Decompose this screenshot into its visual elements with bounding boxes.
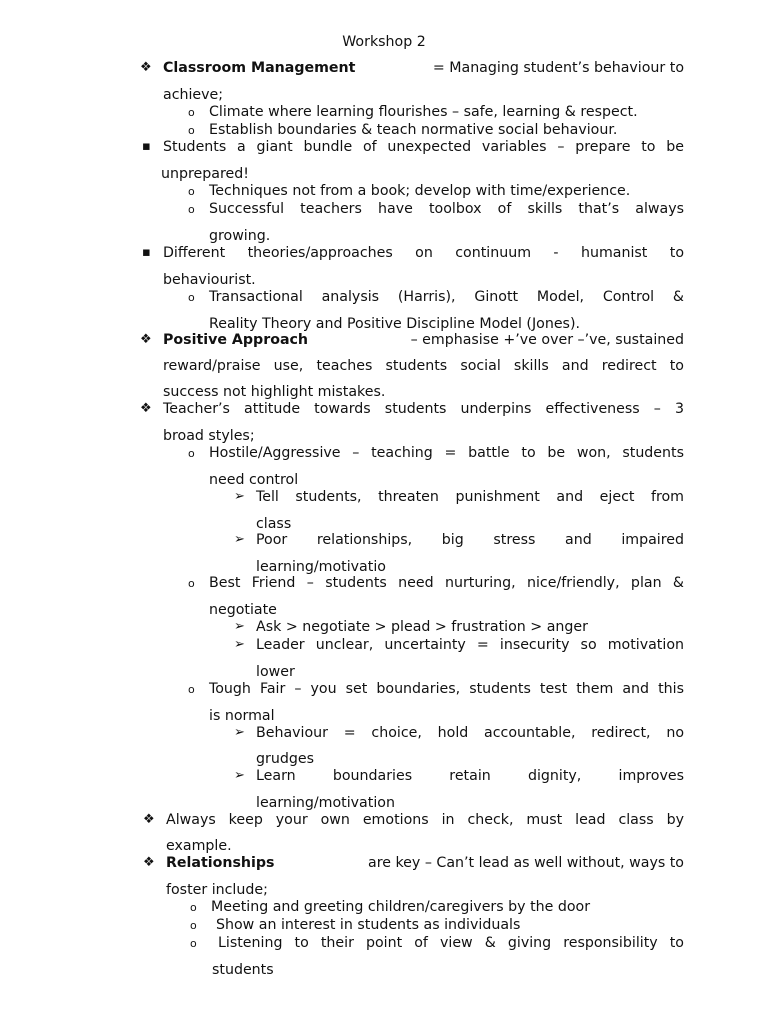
text-line: example. xyxy=(166,838,232,854)
circle-bullet-icon: o xyxy=(188,447,195,460)
text-line: students xyxy=(212,962,274,978)
text-line: need control xyxy=(209,472,299,488)
list-item: Meeting and greeting children/caregivers by the door xyxy=(211,899,591,915)
text-line: – emphasise +’ve over –’ve, sustained xyxy=(410,332,684,348)
text-line: Reality Theory and Positive Discipline Model (Jones). xyxy=(209,316,580,332)
list-item: Ask > negotiate > plead > frustration > anger xyxy=(256,619,588,635)
text-line: success not highlight mistakes. xyxy=(163,384,386,400)
circle-bullet-icon: o xyxy=(188,577,195,590)
document-title: Workshop 2 xyxy=(342,34,426,50)
list-item: Tell students, threaten punishment and eject from xyxy=(256,489,684,505)
heading-classroom-management: Classroom Management xyxy=(163,60,356,76)
text-line: reward/praise use, teaches students social skills and redirect to xyxy=(163,358,684,374)
text-line: behaviourist. xyxy=(163,272,256,288)
list-item: Techniques not from a book; develop with time/experience. xyxy=(209,183,631,199)
circle-bullet-icon: o xyxy=(188,683,195,696)
list-item: Leader unclear, uncertainty = insecurity so motivation xyxy=(256,637,684,653)
diamond-bullet-icon: ❖ xyxy=(140,401,152,416)
diamond-bullet-icon: ❖ xyxy=(143,812,155,827)
list-item: Show an interest in students as individuals xyxy=(216,917,521,933)
section-classroom-management xyxy=(163,60,684,76)
arrow-bullet-icon: ➢ xyxy=(234,532,245,547)
list-item-tough-fair: Tough Fair – you set boundaries, students test them and this xyxy=(209,681,684,697)
arrow-bullet-icon: ➢ xyxy=(234,725,245,740)
arrow-bullet-icon: ➢ xyxy=(234,489,245,504)
diamond-bullet-icon: ❖ xyxy=(140,60,152,75)
text-line: growing. xyxy=(209,228,271,244)
circle-bullet-icon: o xyxy=(188,124,195,137)
text-line: achieve; xyxy=(163,87,224,103)
list-item: Successful teachers have toolbox of skills that’s always xyxy=(209,201,684,217)
list-item: Listening to their point of view & giving responsibility to xyxy=(218,935,684,951)
circle-bullet-icon: o xyxy=(188,106,195,119)
arrow-bullet-icon: ➢ xyxy=(234,619,245,634)
list-item: Poor relationships, big stress and impaired xyxy=(256,532,684,548)
text-line: broad styles; xyxy=(163,428,255,444)
circle-bullet-icon: o xyxy=(188,291,195,304)
text-line: foster include; xyxy=(166,882,268,898)
text-line: learning/motivation xyxy=(256,795,395,811)
text-line: unprepared! xyxy=(161,166,249,182)
text-line: Students a giant bundle of unexpected variables – prepare to be xyxy=(163,139,684,155)
diamond-bullet-icon: ❖ xyxy=(140,332,152,347)
list-item-best-friend: Best Friend – students need nurturing, nice/friendly, plan & xyxy=(209,575,684,591)
text-line: Always keep your own emotions in check, must lead class by xyxy=(166,812,684,828)
circle-bullet-icon: o xyxy=(190,937,197,950)
list-item: Learn boundaries retain dignity, improves xyxy=(256,768,684,784)
arrow-bullet-icon: ➢ xyxy=(234,768,245,783)
text-line: lower xyxy=(256,664,295,680)
text-line: is normal xyxy=(209,708,275,724)
circle-bullet-icon: o xyxy=(188,203,195,216)
list-item: Climate where learning flourishes – safe, learning & respect. xyxy=(209,104,638,120)
circle-bullet-icon: o xyxy=(188,185,195,198)
text-line: = Managing student’s behaviour to xyxy=(432,60,684,76)
text-line: grudges xyxy=(256,751,314,767)
diamond-bullet-icon: ❖ xyxy=(143,855,155,870)
arrow-bullet-icon: ➢ xyxy=(234,637,245,652)
text-line: negotiate xyxy=(209,602,277,618)
heading-positive-approach: Positive Approach xyxy=(163,332,309,348)
list-item-hostile: Hostile/Aggressive – teaching = battle to be won, students xyxy=(209,445,684,461)
circle-bullet-icon: o xyxy=(190,919,197,932)
list-item: Behaviour = choice, hold accountable, redirect, no xyxy=(256,725,684,741)
square-bullet-icon: ▪ xyxy=(142,139,151,154)
text-line: Different theories/approaches on continuum - humanist to xyxy=(163,245,684,261)
text-line: are key – Can’t lead as well without, ways to xyxy=(368,855,684,871)
heading-relationships: Relationships xyxy=(166,855,275,871)
list-item: Transactional analysis (Harris), Ginott Model, Control & xyxy=(209,289,684,305)
circle-bullet-icon: o xyxy=(190,901,197,914)
text-line-justified xyxy=(163,139,684,155)
text-line: Teacher’s attitude towards students underpins effectiveness – 3 xyxy=(163,401,684,417)
square-bullet-icon: ▪ xyxy=(142,245,151,260)
text-line: class xyxy=(256,516,292,532)
section-positive-approach xyxy=(163,332,684,348)
list-item: Establish boundaries & teach normative social behaviour. xyxy=(209,122,618,138)
text-line: learning/motivatio xyxy=(256,559,386,575)
section-relationships xyxy=(166,855,684,871)
